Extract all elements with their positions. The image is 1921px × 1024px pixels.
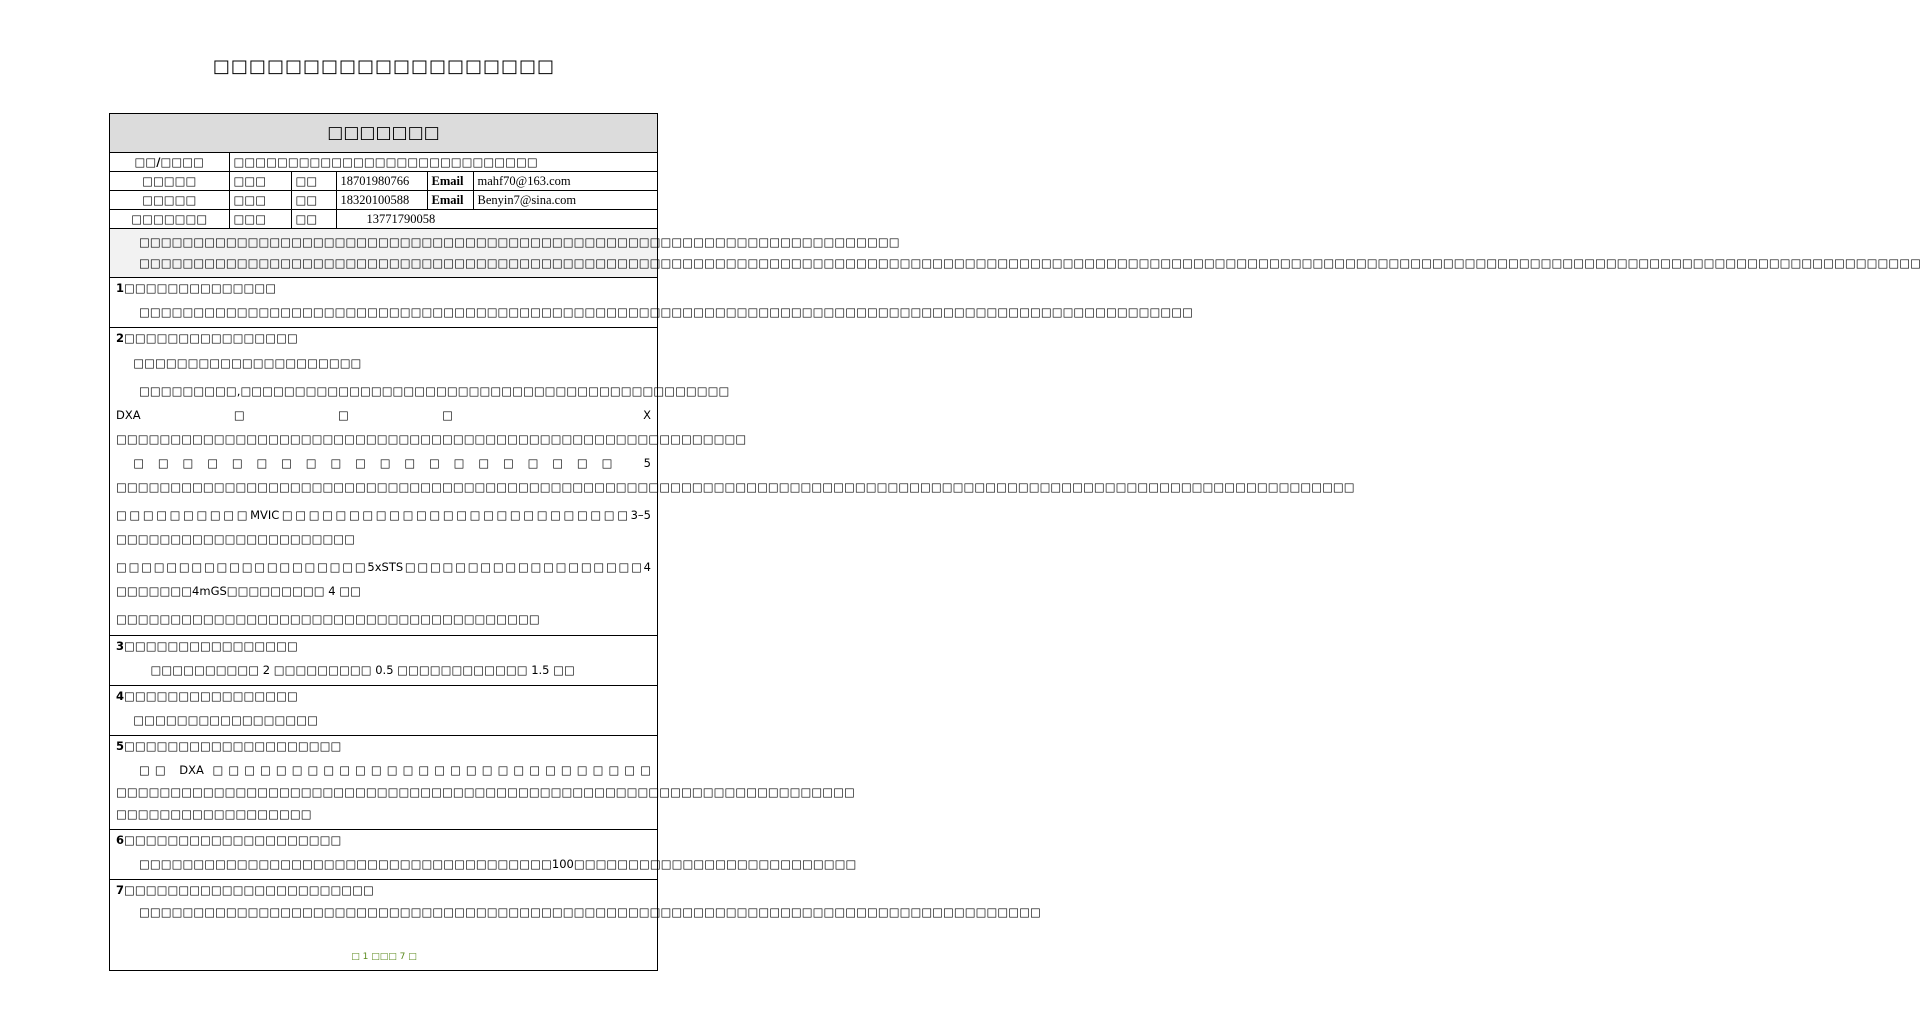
section-paragraph: □□□□□□□□□,□□□□□□□□□□□□□□□□□□□□□□□□□□□□□□□□□□□□□□□□□□□□□ DXA□□□ X □□□□□□□□□□□□□□□□□□□□□□□□□□□□□□□□□□□□□□□□□□□□□□□□□□□□□□□□□□ (116, 384, 747, 446)
contact-role-label: □□□□□ (110, 191, 229, 210)
intro-paragraph: □□□□□□□□□□□□□□□□□□□□□□□□□□□□□□□□□□□□□□□□□□□□□□□□□□□□□□□□□□□□□□□□□□□□□□ (139, 235, 900, 249)
section-title: 4□□□□□□□□□□□□□□□□ (116, 689, 298, 703)
contact-role-label: □□□□□□□ (110, 210, 229, 229)
section-title: 6□□□□□□□□□□□□□□□□□□□□ (116, 833, 342, 847)
contact-row (110, 191, 657, 210)
section-4 (110, 686, 657, 736)
section-paragraph: □□□□□□□□□□ 2 □□□□□□□□□ 0.5 □□□□□□□□□□□□ 1.5 □□ (150, 663, 575, 677)
section-paragraph: □□□□□□□□□□□□□□□□□□□□ 5 □□□□□□□□□□□□□□□□□□□□□□□□□□□□□□□□□□□□□□□□□□□□□□□□□□□□□□□□□□□□□□□□□□□□□□□□□□□□□□□□□□□□□□□□□□□□□□□□□□□□□□□□□□□□□□□□□□ (116, 456, 1355, 494)
phone-label: □□ (291, 191, 336, 210)
phone-value: 18701980766 (336, 172, 427, 191)
section-paragraph: □□□□□□□□□□□□□□□□□□□□□ (133, 356, 362, 370)
contact-name: □□□ (229, 191, 291, 210)
section-paragraph: □□□□□□□□□□□□□□□□□ (133, 713, 318, 727)
section-paragraph: □□□□□□□□□□MVIC□□□□□□□□□□□□□□□□□□□□□□□□□□3–5 □□□□□□□□□□□□□□□□□□□□□□ (116, 508, 651, 546)
organization-value: □□□□□□□□□□□□□□□□□□□□□□□□□□□□ (229, 153, 657, 172)
contact-name: □□□ (229, 172, 291, 191)
section-2 (110, 328, 1355, 636)
contact-row (110, 210, 657, 229)
page-title: □□□□□□□□□□□□□□□□□□□ (212, 56, 556, 77)
application-form (109, 113, 1921, 971)
section-6 (110, 830, 857, 880)
phone-value: 18320100588 (336, 191, 427, 210)
form-header: □□□□□□□ (110, 114, 657, 153)
section-paragraph: □□□□□□□□□□□□□□□□□□□□□□□□□□□□□□□□□□□□□□□ (116, 612, 540, 626)
section-title: 3□□□□□□□□□□□□□□□□ (116, 639, 298, 653)
email-label: Email (427, 172, 473, 191)
page-footer: □ 1 □□□ 7 □ (351, 952, 417, 962)
section-title: 7□□□□□□□□□□□□□□□□□□□□□□□ (116, 883, 374, 897)
section-paragraph: □□ DXA □□□□□□□□□□□□□□□□□□□□□□□□□□□□ □□□□□□□□□□□□□□□□□□□□□□□□□□□□□□□□□□□□□□□□□□□□□□□□□□□□□□□□□□□□□□□□□□□□ □□□□□□□□□□□□□□□□□□ (116, 763, 855, 821)
section-5 (110, 736, 855, 830)
contact-row (110, 172, 657, 191)
intro-paragraph: □□□□□□□□□□□□□□□□□□□□□□□□□□□□□□□□□□□□□□□□□□□□□□□□□□□□□□□□□□□□□□□□□□□□□□□□□□□□□□□□□□□□□□□□□□□□□□□□□□□□□□□□□□□□□□□□□□□□□□□□□□□□□□□□□□□□□□□□□□□□□□□□□□□□□□□□□□□□□□□□□□□□ (139, 256, 1921, 270)
contact-role-label: □□□□□ (110, 172, 229, 191)
section-paragraph: □□□□□□□□□□□□□□□□□□□□□□□□□□□□□□□□□□□□□□□□□□□□□□□□□□□□□□□□□□□□□□□□□□□□□□□□□□□□□□□□□□□ (139, 905, 1041, 919)
intro-block (110, 229, 1921, 278)
email-value: mahf70@163.com (473, 172, 657, 191)
section-3 (110, 636, 657, 686)
section-paragraph: □□□□□□□□□□□□□□□□□□□□□□□□□□□□□□□□□□□□□□100□□□□□□□□□□□□□□□□□□□□□□□□□□ (139, 857, 857, 871)
section-title: 2□□□□□□□□□□□□□□□□ (116, 331, 298, 345)
phone-value: 13771790058 (336, 210, 657, 229)
section-paragraph: □□□□□□□□□□□□□□□□□□□□□□□□□□□□□□□□□□□□□□□□□□□□□□□□□□□□□□□□□□□□□□□□□□□□□□□□□□□□□□□□□□□□□□□□□□□□□□□□□ (139, 305, 1193, 319)
email-value: Benyin7@sina.com (473, 191, 657, 210)
section-paragraph: □□□□□□□□□□□□□□□□□□□□5xSTS□□□□□□□□□□□□□□□□□□□4 □□□□□□□4mGS□□□□□□□□□ 4 □□ (116, 560, 651, 598)
organization-row (110, 153, 657, 172)
organization-label: □□/□□□□ (110, 153, 229, 172)
email-label: Email (427, 191, 473, 210)
section-title: 1□□□□□□□□□□□□□□ (116, 281, 277, 295)
contact-info-table (110, 153, 657, 229)
contact-name: □□□ (229, 210, 291, 229)
phone-label: □□ (291, 172, 336, 191)
section-title: 5□□□□□□□□□□□□□□□□□□□□ (116, 739, 342, 753)
section-1 (110, 278, 1193, 328)
phone-label: □□ (291, 210, 336, 229)
